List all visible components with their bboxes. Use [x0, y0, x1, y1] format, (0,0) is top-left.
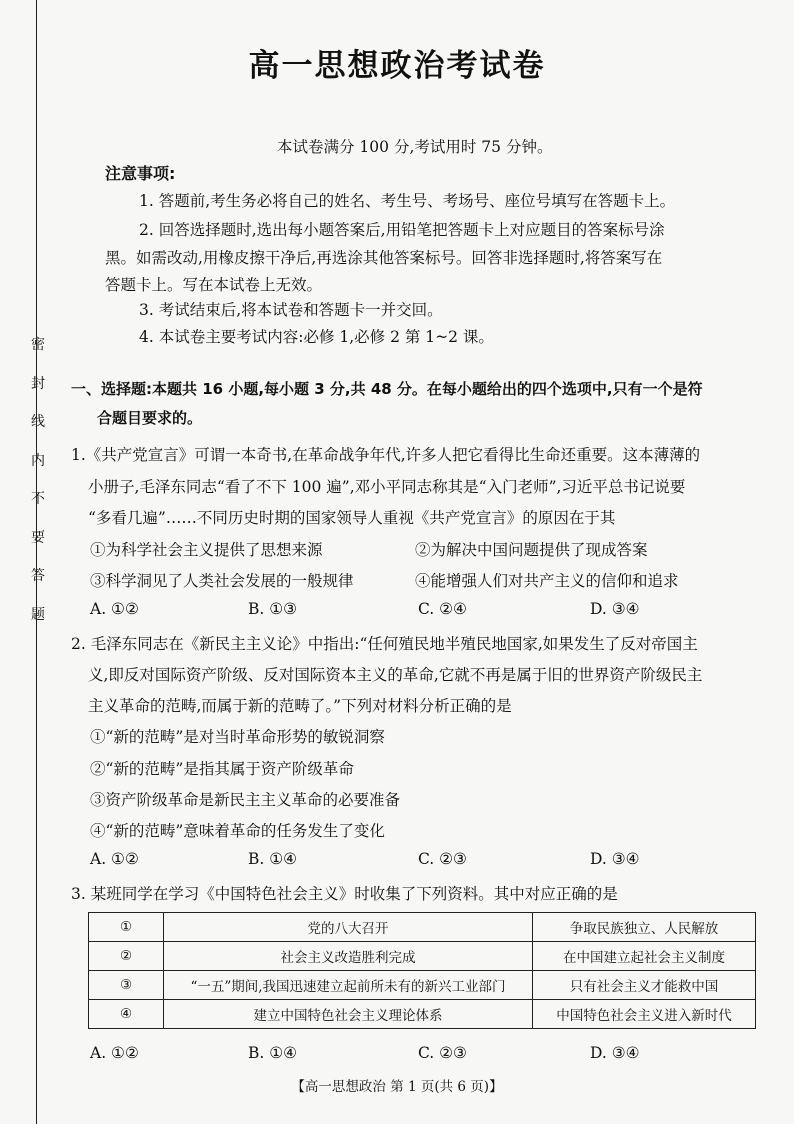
statement: ④能增强人们对共产主义的信仰和追求: [415, 572, 679, 590]
option-a: A. ①②: [90, 1044, 139, 1062]
binding-char: 题: [31, 606, 45, 623]
table-row: [89, 971, 756, 1000]
statement: ①为科学社会主义提供了思想来源: [90, 541, 323, 559]
binding-char: 要: [31, 529, 45, 546]
table-row: [89, 1000, 756, 1029]
table-row: [89, 913, 756, 942]
note-line: 答题卡上。写在本试卷上无效。: [105, 276, 323, 294]
material-table: [88, 912, 756, 1029]
question-text: 主义革命的范畴,而属于新的范畴了。”下列对材料分析正确的是: [88, 697, 512, 715]
question-text: 3. 某班同学在学习《中国特色社会主义》时收集了下列资料。其中对应正确的是: [71, 885, 618, 903]
table-cell-event: 建立中国特色社会主义理论体系: [164, 1000, 533, 1029]
note-line: 4. 本试卷主要考试内容:必修 1,必修 2 第 1~2 课。: [139, 328, 494, 346]
binding-char: 不: [31, 491, 45, 507]
table-cell-no: ②: [89, 942, 164, 971]
option-d: D. ③④: [590, 850, 640, 868]
binding-margin-text: [28, 338, 48, 646]
option-b: B. ①④: [248, 850, 298, 868]
binding-char: 封: [31, 375, 45, 392]
question-text: “多看几遍”……不同历史时期的国家领导人重视《共产党宣言》的原因在于其: [88, 509, 616, 527]
option-a: A. ①②: [90, 850, 139, 868]
table-cell-meaning: 在中国建立起社会主义制度: [533, 942, 756, 971]
question-text: 义,即反对国际资产阶级、反对国际资本主义的革命,它就不再是属于旧的世界资产阶级民主: [88, 666, 703, 684]
table-row: [89, 942, 756, 971]
statement: ④“新的范畴”意味着革命的任务发生了变化: [90, 822, 385, 840]
statement: ②为解决中国问题提供了现成答案: [415, 541, 648, 559]
option-c: C. ②③: [418, 1044, 467, 1062]
option-b: B. ①③: [248, 600, 298, 618]
table-cell-no: ①: [89, 913, 164, 942]
option-d: D. ③④: [590, 600, 640, 618]
section-heading-cont: 合题目要求的。: [97, 409, 203, 427]
table-cell-no: ④: [89, 1000, 164, 1029]
option-c: C. ②③: [418, 850, 467, 868]
question-text: 2. 毛泽东同志在《新民主主义论》中指出:“任何殖民地半殖民地国家,如果发生了反对帝国主: [71, 635, 698, 653]
question-text: 小册子,毛泽东同志“看了不下 100 遍”,邓小平同志称其是“入门老师”,习近平总书记说要: [88, 478, 686, 496]
table-cell-no: ③: [89, 971, 164, 1000]
statement: ③科学洞见了人类社会发展的一般规律: [90, 572, 354, 590]
table-cell-event: 党的八大召开: [164, 913, 533, 942]
note-line: 3. 考试结束后,将本试卷和答题卡一并交回。: [139, 301, 443, 319]
page-footer: 【高一思想政治 第 1 页(共 6 页)】: [291, 1079, 503, 1095]
table-cell-event: 社会主义改造胜利完成: [164, 942, 533, 971]
option-b: B. ①④: [248, 1044, 298, 1062]
exam-info: 本试卷满分 100 分,考试用时 75 分钟。: [277, 138, 553, 156]
note-line: 黑。如需改动,用橡皮擦干净后,再选涂其他答案标号。回答非选择题时,将答案写在: [105, 249, 663, 267]
statement: ③资产阶级革命是新民主主义革命的必要准备: [90, 791, 401, 809]
table-cell-event: “一五”期间,我国迅速建立起前所未有的新兴工业部门: [164, 971, 533, 1000]
binding-char: 密: [31, 337, 45, 353]
option-d: D. ③④: [590, 1044, 640, 1062]
statement: ①“新的范畴”是对当时革命形势的敏锐洞察: [90, 728, 385, 746]
option-a: A. ①②: [90, 600, 139, 618]
table-cell-meaning: 争取民族独立、人民解放: [533, 913, 756, 942]
binding-char: 内: [31, 452, 45, 469]
note-line: 1. 答题前,考生务必将自己的姓名、考生号、考场号、座位号填写在答题卡上。: [139, 192, 676, 210]
section-heading: 一、选择题:本题共 16 小题,每小题 3 分,共 48 分。在每小题给出的四个选项中,只有一个是符: [71, 380, 703, 398]
notes-heading: 注意事项:: [105, 164, 176, 183]
statement: ②“新的范畴”是指其属于资产阶级革命: [90, 760, 354, 778]
note-line: 2. 回答选择题时,选出每小题答案后,用铅笔把答题卡上对应题目的答案标号涂: [139, 221, 665, 239]
option-c: C. ②④: [418, 600, 467, 618]
question-text: 1.《共产党宣言》可谓一本奇书,在革命战争年代,许多人把它看得比生命还重要。这本薄薄的: [71, 446, 701, 464]
table-cell-meaning: 只有社会主义才能救中国: [533, 971, 756, 1000]
page-title: 高一思想政治考试卷: [248, 48, 546, 84]
table-cell-meaning: 中国特色社会主义进入新时代: [533, 1000, 756, 1029]
binding-char: 线: [31, 414, 45, 430]
binding-char: 答: [31, 568, 45, 584]
